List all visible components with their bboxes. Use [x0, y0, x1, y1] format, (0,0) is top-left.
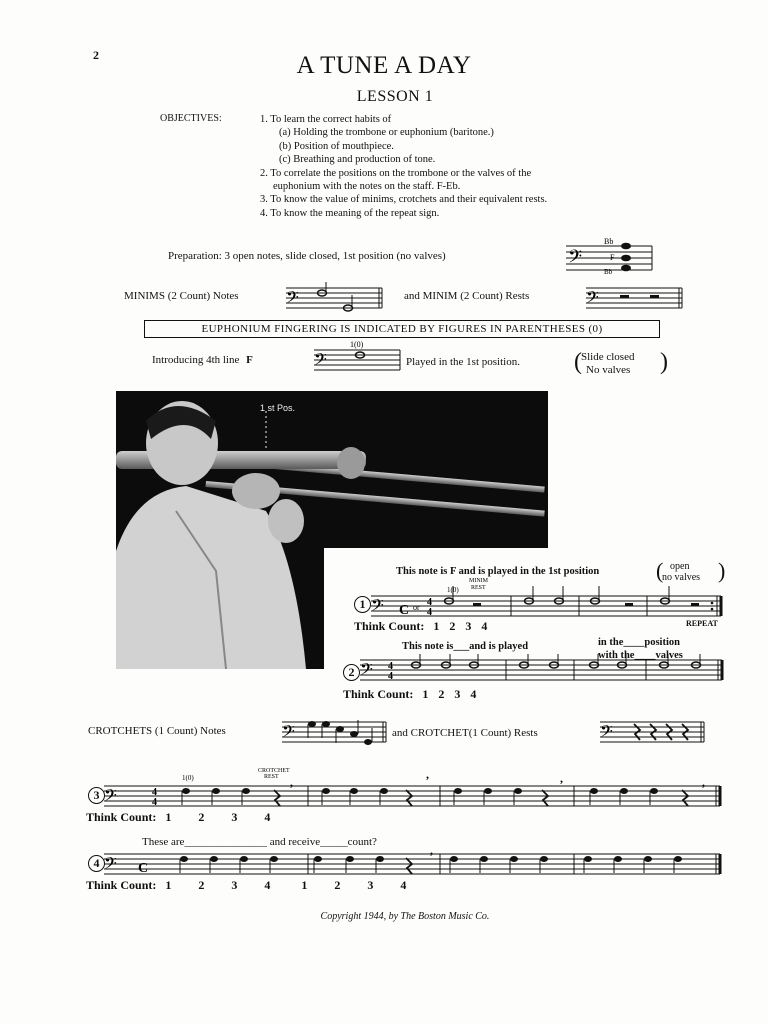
svg-text:4: 4	[388, 661, 393, 672]
crotchets-staff	[282, 716, 392, 748]
exercise3-circle: 3	[88, 787, 105, 804]
exercise3-think-count	[86, 810, 270, 825]
exercise1-open: open	[670, 561, 690, 572]
preparation-staff	[566, 234, 654, 274]
copyright-notice: Copyright 1944, by The Boston Music Co.	[320, 911, 490, 922]
photo-position-label: 1 st Pos.	[260, 403, 296, 413]
slide-closed-text: Slide closed	[581, 351, 635, 363]
exercise2-circle: 2	[343, 664, 360, 681]
objectives-list	[260, 113, 680, 220]
svg-text:4: 4	[152, 797, 157, 808]
svg-text:𝄢: 𝄢	[282, 721, 295, 745]
fourth-line-staff	[314, 338, 402, 376]
exercise4-circle: 4	[88, 855, 105, 872]
svg-text:4: 4	[388, 671, 393, 682]
count-2: 2	[198, 878, 205, 892]
exercise1-think-count	[354, 619, 487, 634]
exercise4-caption-a: These are	[142, 836, 185, 848]
page-number: 2	[93, 48, 99, 62]
objective-item: euphonium with the notes on the staff. F-Eb.	[273, 181, 461, 193]
count-4: 4	[481, 619, 488, 633]
exercise3-rest-label-2: REST	[264, 774, 279, 780]
exercise2-caption-a: This note is___and is played	[402, 641, 529, 652]
exercise1-rest-label-2: REST	[471, 585, 486, 591]
count-4: 4	[264, 810, 271, 824]
exercise2-number	[343, 663, 360, 681]
exercise3-fingering: 1(0)	[182, 774, 194, 782]
minims-notes-text: MINIMS (2 Count) Notes	[124, 290, 239, 302]
exercise1-fingering: 1(0)	[447, 586, 459, 594]
crotchets-rests-text: and CROTCHET(1 Count) Rests	[392, 727, 538, 739]
preparation-text: Preparation: 3 open notes, slide closed, 1st position (no valves)	[168, 250, 446, 262]
objective-item: (c) Breathing and production of tone.	[279, 154, 436, 166]
objective-item: 1. To learn the correct habits of	[260, 114, 392, 125]
prep-note-bb-low: Bb	[604, 268, 613, 274]
fourth-line-note: F	[246, 354, 253, 366]
count-1: 1	[165, 810, 172, 824]
count-3: 3	[454, 687, 461, 701]
exercise4-think-count	[86, 878, 406, 893]
count-1: 1	[165, 878, 172, 892]
exercise2-think-count	[343, 687, 476, 702]
svg-text:𝄢: 𝄢	[371, 595, 384, 619]
count-1: 1	[422, 687, 429, 701]
exercise3-number	[88, 786, 105, 804]
svg-text:,: ,	[426, 767, 429, 781]
think-count-label: Think Count:	[354, 619, 425, 633]
objective-item: (a) Holding the trombone or euphonium (baritone.)	[279, 127, 494, 139]
exercise3-rest-label-1: CROTCHET	[258, 768, 290, 774]
svg-text:4: 4	[427, 597, 432, 608]
count-4: 4	[470, 687, 477, 701]
objectives-label: OBJECTIVES:	[160, 113, 222, 124]
svg-text:𝄢: 𝄢	[586, 287, 599, 311]
page-title: A TUNE A DAY	[296, 52, 472, 79]
exercise4-number	[88, 854, 105, 872]
objective-item: 4. To know the meaning of the repeat sign.	[260, 207, 440, 219]
minim-rests-staff	[586, 282, 686, 314]
svg-text:,: ,	[430, 844, 433, 857]
fourth-line-intro-text: Introducing 4th line	[152, 354, 240, 366]
objective-item: 2. To correlate the positions on the trombone or the valves of the	[260, 167, 532, 179]
think-count-label: Think Count:	[343, 687, 414, 701]
exercise1-circle: 1	[354, 596, 371, 613]
count-3: 3	[465, 619, 472, 633]
count-1: 1	[301, 878, 308, 892]
fourth-line-intro	[152, 354, 253, 366]
no-valves-text: No valves	[586, 364, 631, 376]
count-1: 1	[433, 619, 440, 633]
svg-text:,: ,	[560, 771, 563, 785]
svg-text:,: ,	[290, 775, 293, 789]
think-count-label: Think Count:	[86, 810, 157, 824]
exercise2-staff	[360, 654, 724, 690]
count-4: 4	[400, 878, 407, 892]
exercise2-caption-b1: in the____position	[598, 637, 680, 648]
count-2: 2	[198, 810, 205, 824]
crotchets-notes-text: CROTCHETS (1 Count) Notes	[88, 725, 226, 737]
svg-text:𝄢: 𝄢	[360, 659, 373, 683]
svg-text:𝄢: 𝄢	[104, 853, 117, 877]
exercise1-rest-label-1: MINIM	[469, 578, 488, 584]
crotchet-rests-staff	[600, 716, 710, 748]
fourth-line-fingering: 1(0)	[350, 340, 364, 349]
think-count-label: Think Count:	[86, 878, 157, 892]
lesson-heading: LESSON 1	[356, 88, 434, 105]
count-3: 3	[231, 810, 238, 824]
count-4: 4	[264, 878, 271, 892]
prep-note-bb-top: Bb	[604, 237, 614, 246]
objective-item: (b) Position of mouthpiece.	[279, 140, 394, 152]
euphonium-fingering-notice: EUPHONIUM FINGERING IS INDICATED BY FIGURES IN PARENTHESES (0)	[144, 320, 660, 338]
svg-text:𝄢: 𝄢	[314, 349, 327, 373]
exercise1-no-valves: no valves	[662, 572, 701, 583]
exercise4-caption-b: and receive	[269, 836, 321, 848]
svg-text:4: 4	[152, 787, 157, 798]
exercise1-number	[354, 595, 371, 613]
minims-staff	[286, 282, 386, 314]
exercise2-caption-b2: with the____valves	[598, 650, 683, 661]
svg-text:𝄢: 𝄢	[104, 785, 117, 809]
minims-rests-text: and MINIM (2 Count) Rests	[404, 290, 530, 302]
exercise1-caption: This note is F and is played in the 1st position	[396, 566, 600, 577]
svg-text:𝄢: 𝄢	[286, 287, 299, 311]
count-2: 2	[449, 619, 456, 633]
count-3: 3	[367, 878, 374, 892]
svg-text:,: ,	[702, 775, 705, 789]
count-3: 3	[231, 878, 238, 892]
count-2: 2	[438, 687, 445, 701]
played-1st-position: Played in the 1st position.	[406, 356, 520, 368]
svg-text:4: 4	[427, 607, 432, 618]
exercise1-repeat: REPEAT	[686, 619, 718, 628]
svg-text:C: C	[399, 603, 410, 618]
prep-note-f: F	[610, 253, 615, 262]
exercise1-or: or	[413, 603, 420, 612]
svg-text:𝄢: 𝄢	[568, 247, 583, 272]
svg-text:𝄢: 𝄢	[600, 721, 613, 745]
exercise4-caption: These are_______________ and receive_____count?	[142, 836, 377, 848]
count-2: 2	[334, 878, 341, 892]
exercise4-caption-c: count?	[347, 836, 377, 848]
svg-text:C: C	[138, 861, 149, 876]
objective-item: 3. To know the value of minims, crotchets and their equivalent rests.	[260, 194, 548, 206]
